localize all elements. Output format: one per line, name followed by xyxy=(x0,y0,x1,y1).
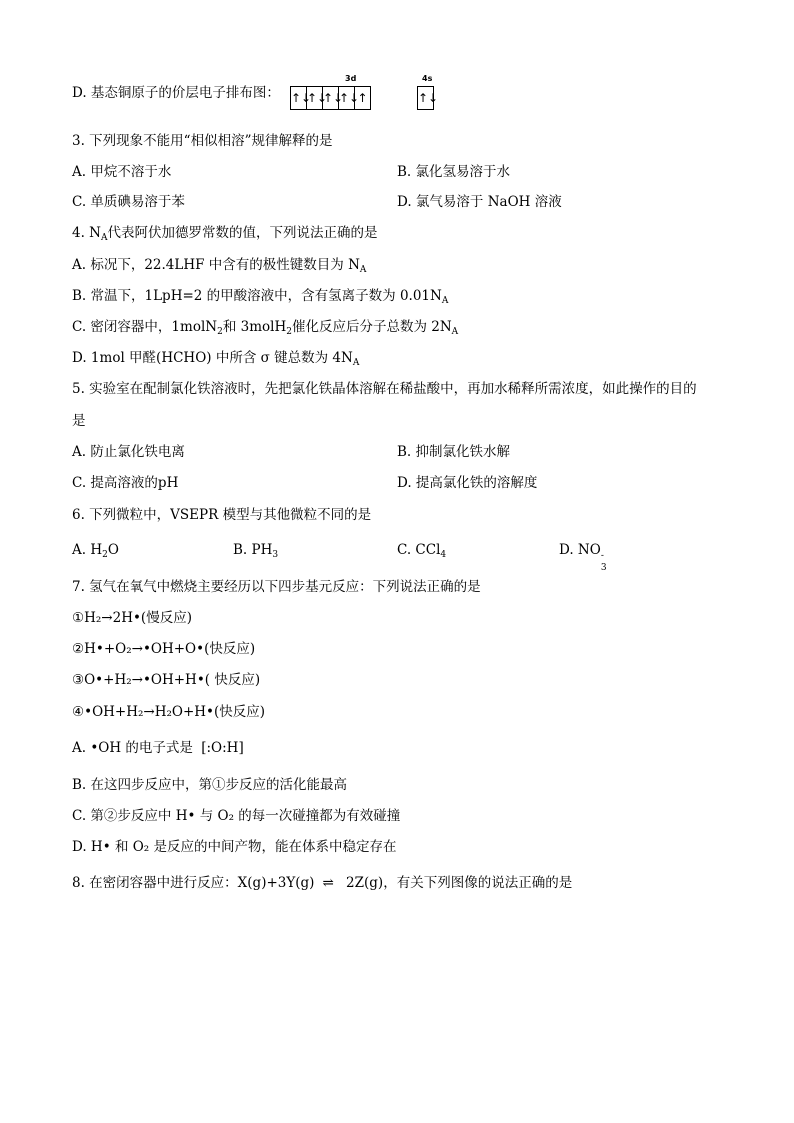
orbital-3d-boxes xyxy=(290,86,371,110)
q7-option-b: B. 在这四步反应中，第①步反应的活化能最高 xyxy=(72,777,348,793)
q5-option-c: C. 提高溶液的pH xyxy=(72,475,179,491)
q4-option-d: D. 1mol 甲醛(HCHO) 中所含 σ 键总数为 $4N_A$ xyxy=(72,350,360,368)
orbital-box: ↑↓ xyxy=(339,87,355,109)
q3-option-c: C. 单质碘易溶于苯 xyxy=(72,194,185,210)
q3-stem: 3. 下列现象不能用“相似相溶”规律解释的是 xyxy=(72,133,333,149)
q4-stem: 4. $N_A$代表阿伏加德罗常数的值，下列说法正确的是 xyxy=(72,225,378,243)
electron-formula: [:O:H] xyxy=(201,740,244,756)
q7-reaction-2: ②H•+O₂→•OH+O•(快反应) xyxy=(72,641,256,657)
q6-stem: 6. 下列微粒中，VSEPR 模型与其他微粒不同的是 xyxy=(72,507,372,523)
q6-option-a: A. $H_2O$ xyxy=(72,542,119,560)
q7-stem: 7. 氢气在氧气中燃烧主要经历以下四步基元反应：下列说法正确的是 xyxy=(72,579,481,595)
q6-option-b: B. $PH_3$ xyxy=(233,542,279,560)
q5-option-a: A. 防止氯化铁电离 xyxy=(72,444,185,460)
q7-reaction-3: ③O•+H₂→•OH+H•( 快反应) xyxy=(72,672,261,688)
q4-option-b: B. 常温下，1LpH=2 的甲酸溶液中，含有氢离子数为 $0.01N_A$ xyxy=(72,288,449,306)
orbital-box: ↑ xyxy=(357,91,368,105)
q4-option-a: A. 标况下，22.4LHF 中含有的极性键数目为 $N_A$ xyxy=(72,257,367,275)
q5-option-d: D. 提高氯化铁的溶解度 xyxy=(397,475,538,491)
q6-option-d: D. NO - 3 xyxy=(559,542,607,573)
orbital-4s-boxes xyxy=(417,86,439,110)
label-4s: 4s xyxy=(422,74,433,83)
orbital-box: ↑↓ xyxy=(291,87,307,109)
q7-reaction-1: ①H₂→2H•(慢反应) xyxy=(72,610,192,626)
q6-option-c: C. CCl$_4$ xyxy=(397,542,447,560)
q7-option-d: D. H• 和 O₂ 是反应的中间产物，能在体系中稳定存在 xyxy=(72,839,397,855)
orbital-box: ↑↓ xyxy=(418,91,439,105)
q3-option-a: A. 甲烷不溶于水 xyxy=(72,164,172,180)
q3-option-b: B. 氯化氢易溶于水 xyxy=(397,164,511,180)
q8-stem: 8. 在密闭容器中进行反应：X(g)+3Y(g) ⇌ 2Z(g)，有关下列图像的说法正确的是 xyxy=(72,875,573,891)
q4-option-c: C. 密闭容器中，1molN$_2$和 3molH$_2$催化反应后分子总数为 $2N_A$ xyxy=(72,319,459,337)
orbital-box: ↑↓ xyxy=(307,87,323,109)
label-3d: 3d xyxy=(345,74,357,83)
q7-option-c: C. 第②步反应中 H• 与 O₂ 的每一次碰撞都为有效碰撞 xyxy=(72,808,401,824)
q3-option-d: D. 氯气易溶于 NaOH 溶液 xyxy=(397,194,562,210)
q5-option-b: B. 抑制氯化铁水解 xyxy=(397,444,511,460)
q5-stem-line2: 是 xyxy=(72,413,86,429)
orbital-box: ↑↓ xyxy=(323,87,339,109)
q7-option-a: A. •OH 的电子式是 [:O:H] xyxy=(72,740,244,756)
na-symbol: N xyxy=(89,225,101,241)
equilibrium-arrow: ⇌ xyxy=(322,875,334,891)
option-d-orbital xyxy=(72,84,280,102)
q5-stem-line1: 5. 实验室在配制氯化铁溶液时，先把氯化铁晶体溶解在稀盐酸中，再加水稀释所需浓度，如此操作的目的 xyxy=(72,381,697,397)
option-d-text: D. 基态铜原子的价层电子排布图： xyxy=(72,85,280,101)
q7-reaction-4: ④•OH+H₂→H₂O+H•(快反应) xyxy=(72,704,266,720)
